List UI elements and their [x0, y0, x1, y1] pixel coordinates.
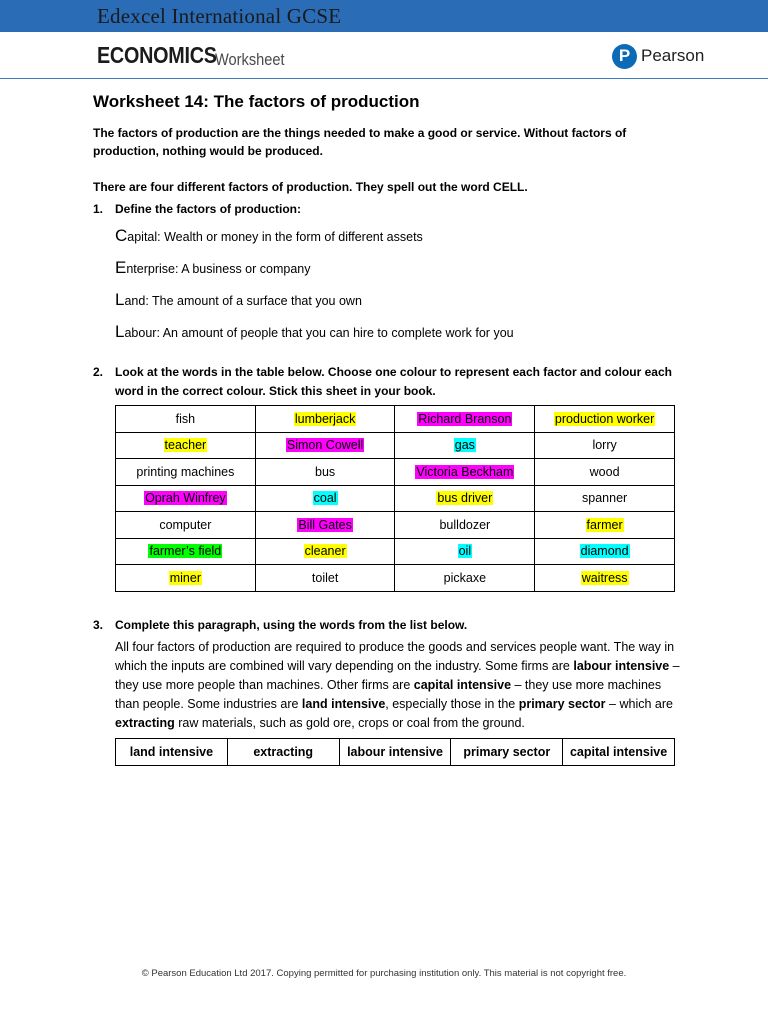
subject-subtitle: Worksheet: [215, 50, 285, 69]
question-2: [93, 363, 683, 401]
word-label: farmer’s field: [149, 544, 222, 559]
word-label: computer: [159, 517, 212, 532]
word-label: Simon Cowell: [286, 438, 364, 453]
answer-keyword: capital intensive: [413, 677, 512, 692]
colour-table-cell: [116, 459, 256, 486]
word-label: gas: [454, 438, 475, 453]
colour-table-cell: [395, 432, 535, 459]
question-1: [93, 200, 683, 219]
colour-table-cell: [116, 406, 256, 433]
word-label: lumberjack: [294, 411, 356, 426]
colour-table-row: [116, 459, 675, 486]
definition-capital: [115, 226, 683, 247]
word-list-table: [115, 738, 675, 766]
colour-table-cell: [116, 565, 256, 592]
word-label: miner: [169, 570, 201, 585]
colour-table-cell: [535, 432, 675, 459]
colour-table-row: [116, 406, 675, 433]
word-label: wood: [589, 464, 620, 479]
colour-table-cell: [255, 538, 395, 565]
definition-initial: L: [115, 322, 125, 341]
colour-table-cell: [395, 406, 535, 433]
colour-table-cell: [255, 459, 395, 486]
colour-table-cell: [116, 538, 256, 565]
question-number: 1.: [93, 202, 104, 216]
word-label: cleaner: [304, 544, 346, 559]
word-list-item: extracting: [227, 738, 339, 765]
colour-table-cell: [116, 512, 256, 539]
word-label: bulldozer: [439, 517, 491, 532]
answer-keyword: labour intensive: [573, 658, 670, 673]
colour-table-row: [116, 485, 675, 512]
subject-name: ECONOMICS: [97, 42, 217, 68]
answer-text: – they use more machines than people. Some industries are: [115, 677, 662, 711]
four-factors-text: There are four different factors of production. They spell out the word CELL.: [93, 180, 528, 194]
question-prompt: Complete this paragraph, using the words from the list below.: [115, 617, 468, 632]
colour-table-cell: [535, 512, 675, 539]
word-label: Bill Gates: [298, 517, 352, 532]
definition-initial: E: [115, 258, 127, 277]
answer-paragraph: [115, 638, 683, 733]
colour-table-cell: [255, 485, 395, 512]
subject-heading: [97, 42, 285, 72]
answer-keyword: land intensive: [301, 696, 386, 711]
colour-table-cell: [395, 485, 535, 512]
word-label: oil: [458, 544, 472, 559]
word-label: waitress: [581, 570, 628, 585]
colour-table-row: [116, 432, 675, 459]
answer-keyword: extracting: [115, 715, 175, 730]
question-number: 2.: [93, 365, 104, 379]
colour-table-cell: [255, 512, 395, 539]
colour-table-cell: [255, 432, 395, 459]
colour-table-cell: [255, 406, 395, 433]
answer-text: – which are: [605, 696, 673, 711]
word-label: coal: [313, 491, 337, 506]
word-list-item: capital intensive: [563, 738, 675, 765]
definition-enterprise: [115, 258, 683, 279]
worksheet-title: Worksheet 14: The factors of production: [93, 92, 420, 111]
word-label: Oprah Winfrey: [145, 491, 226, 506]
question-3: [93, 616, 683, 635]
colour-table-cell: [255, 565, 395, 592]
word-label: fish: [175, 411, 196, 426]
definition-text: and: The amount of a surface that you own: [124, 294, 362, 308]
word-label: diamond: [580, 544, 629, 559]
colour-table-cell: [535, 459, 675, 486]
word-label: Victoria Beckham: [416, 464, 514, 479]
colour-table-cell: [395, 538, 535, 565]
series-title: Edexcel International GCSE: [97, 4, 342, 28]
definition-land: [115, 290, 683, 311]
question-prompt: Define the factors of production:: [115, 202, 301, 216]
definition-initial: L: [115, 290, 125, 309]
word-list-item: primary sector: [451, 738, 563, 765]
colour-table-row: [116, 512, 675, 539]
word-label: bus: [315, 464, 336, 479]
header-divider: [0, 78, 768, 79]
intro-paragraph: The factors of production are the things needed to make a good or service. Without factors of production, nothing would be produced.: [93, 126, 627, 158]
header-band: [0, 0, 768, 32]
colour-table-cell: [116, 485, 256, 512]
pearson-logo: [612, 43, 704, 69]
answer-text: All four factors of production are required to produce the goods and services people want. The way in which the inputs are combined will vary depending on the industry. Some firms are: [115, 639, 675, 673]
answer-keyword: primary sector: [518, 696, 606, 711]
colour-words-table: [115, 405, 675, 592]
definition-text: abour: An amount of people that you can hire to complete work for you: [124, 326, 514, 340]
colour-table-cell: [535, 565, 675, 592]
word-label: lorry: [592, 438, 617, 453]
word-label: printing machines: [136, 464, 235, 479]
colour-table-cell: [535, 538, 675, 565]
worksheet-body: [93, 90, 683, 766]
colour-table-cell: [395, 512, 535, 539]
answer-text: – they use more people than machines. Other firms are: [115, 658, 680, 692]
colour-table-cell: [395, 459, 535, 486]
question-prompt: Look at the words in the table below. Choose one colour to represent each factor and colour each word in the correct colour. Stick this sheet in your book.: [115, 365, 672, 398]
pearson-wordmark: Pearson: [641, 46, 705, 65]
definition-text: nterprise: A business or company: [126, 262, 311, 276]
colour-table-row: [116, 565, 675, 592]
copyright-footer: © Pearson Education Ltd 2017. Copying permitted for purchasing institution only. This material is not copyright free.: [141, 968, 627, 979]
word-list-item: land intensive: [116, 738, 228, 765]
pearson-p-icon: P: [612, 44, 637, 69]
definition-text: apital: Wealth or money in the form of different assets: [127, 230, 423, 244]
colour-table-cell: [535, 406, 675, 433]
word-label: teacher: [164, 438, 207, 453]
word-label: bus driver: [437, 491, 493, 506]
definition-initial: C: [115, 226, 128, 245]
colour-table-cell: [395, 565, 535, 592]
colour-table-cell: [116, 432, 256, 459]
colour-table-row: [116, 538, 675, 565]
cell-definitions: [93, 226, 683, 343]
word-label: Richard Branson: [418, 411, 512, 426]
word-label: production worker: [554, 411, 655, 426]
word-list-item: labour intensive: [339, 738, 451, 765]
word-label: toilet: [311, 570, 339, 585]
word-label: farmer: [586, 517, 623, 532]
answer-text: , especially those in the: [385, 696, 519, 711]
question-number: 3.: [93, 617, 104, 632]
colour-table-cell: [535, 485, 675, 512]
word-label: pickaxe: [443, 570, 487, 585]
definition-labour: [115, 322, 683, 343]
answer-text: raw materials, such as gold ore, crops or coal from the ground.: [174, 715, 525, 730]
word-label: spanner: [582, 491, 628, 506]
